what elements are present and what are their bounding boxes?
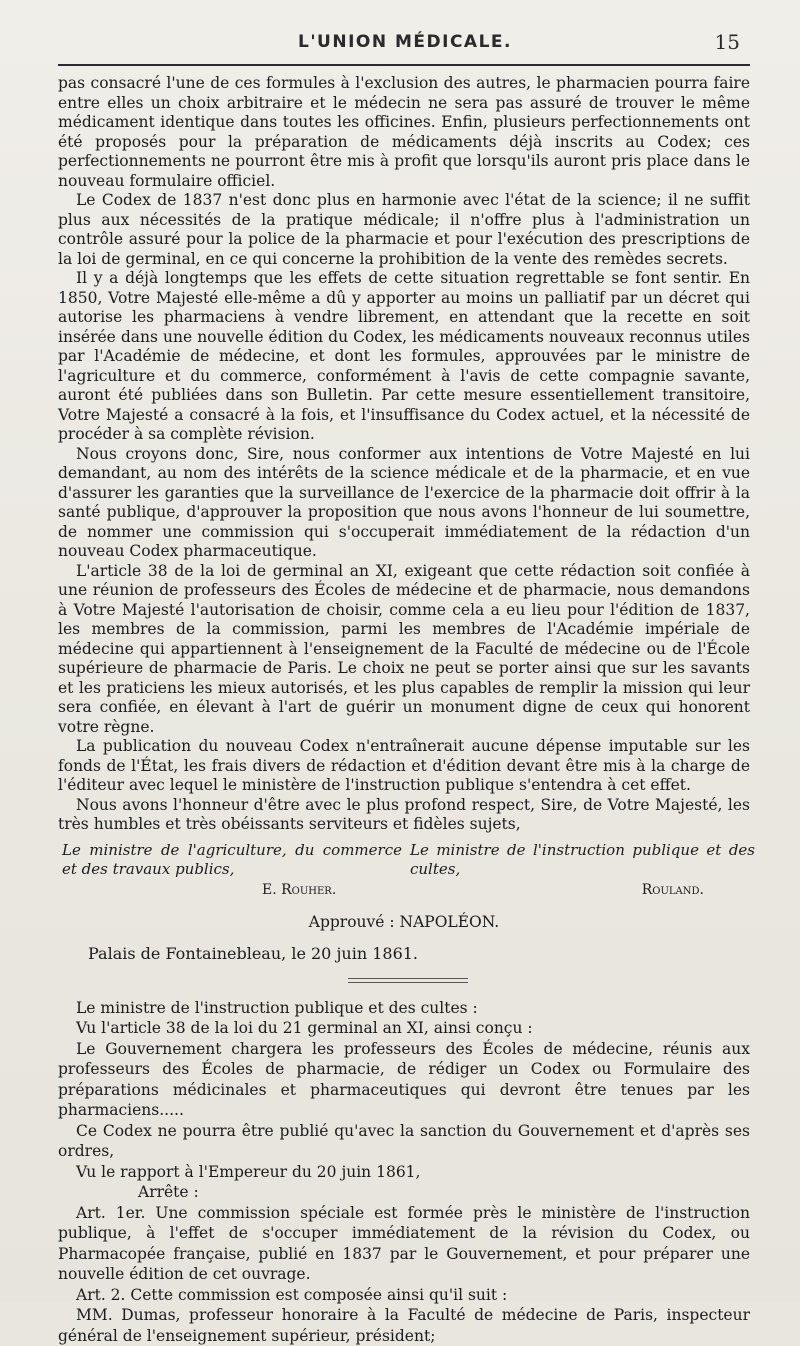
signature-left-title: Le ministre de l'agriculture, du commerce et des travaux publics,	[62, 841, 402, 879]
section-divider	[58, 964, 750, 992]
paragraph: Nous croyons donc, Sire, nous conformer aux intentions de Votre Majesté en lui demandant, au nom des intérêts de la science médicale et de la pharmacie, et en vue d'assurer les garanties que la surveillance de l'exercice de la pharmacie doit offrir à la santé publique, d'approuver la proposition que nous avons l'honneur de lui soumettre, de nommer une commission qui s'occuperait immédiatement de la rédaction d'un nouveau Codex pharmaceutique.	[58, 445, 750, 562]
paragraph: pas consacré l'une de ces formules à l'exclusion des autres, le pharmacien pourra faire entre elles un choix arbitraire et le médecin ne sera pas assuré de trouver le même médicament identique dans toutes les officines. Enfin, plusieurs perfectionnements ont été proposés pour la préparation de médicaments déjà inscrits au Codex; ces perfectionnements ne pourront être mis à profit que lorsqu'ils auront pris place dans le nouveau formulaire officiel.	[58, 74, 750, 191]
decree-quote: Le Gouvernement chargera les professeurs des Écoles de médecine, réunis aux professeurs des Écoles de pharmacie, de rédiger un Codex ou Formulaire des préparations médicinales et pharmaceutiques qui devront être tenues par les pharmaciens.....	[58, 1039, 750, 1121]
page-number: 15	[715, 30, 740, 54]
signature-right-title: Le ministre de l'instruction publique et des cultes,	[410, 841, 755, 879]
decree-article-1: Art. 1er. Une commission spéciale est formée près le ministère de l'instruction publique, à l'effet de s'occuper immédiatement de la révision du Codex, ou Pharmacopée française, publié en 1837 par le Gouvernement, et pour préparer une nouvelle édition de cet ouvrage.	[58, 1203, 750, 1285]
signature-block	[58, 841, 750, 911]
paragraph: Nous avons l'honneur d'être avec le plus profond respect, Sire, de Votre Majesté, les très humbles et très obéissants serviteurs et fidèles sujets,	[58, 796, 750, 835]
decree-members: MM. Dumas, professeur honoraire à la Faculté de médecine de Paris, inspecteur général de l'enseignement supérieur, président;	[58, 1305, 750, 1346]
paragraph: L'article 38 de la loi de germinal an XI, exigeant que cette rédaction soit confiée à une réunion de professeurs des Écoles de médecine et de pharmacie, nous demandons à Votre Majesté l'autorisation de choisir, comme cela a eu lieu pour l'édition de 1837, les membres de la commission, parmi les membres de l'Académie impériale de médecine qui appartiennent à l'enseignement de la Faculté de médecine ou de l'École supérieure de pharmacie de Paris. Le choix ne peut se porter ainsi que sur les savants et les praticiens les mieux autorisés, et les plus capables de remplir la mission qui leur sera confiée, en élevant à l'art de guérir un monument digne de ceux qui honorent votre règne.	[58, 562, 750, 738]
header-rule	[58, 64, 750, 66]
paragraph: La publication du nouveau Codex n'entraînerait aucune dépense imputable sur les fonds de l'État, les frais divers de rédaction et d'édition devant être mis à la charge de l'éditeur avec lequel le ministère de l'instruction publique s'entendra à cet effet.	[58, 737, 750, 796]
decree-minister: Le ministre de l'instruction publique et des cultes :	[58, 998, 750, 1019]
decree-section	[58, 998, 750, 1346]
signature-left-name: E. Rouher.	[262, 881, 336, 901]
decree-vu-article: Vu l'article 38 de la loi du 21 germinal an XI, ainsi conçu :	[58, 1018, 750, 1039]
running-title: L'UNION MÉDICALE.	[60, 32, 750, 52]
paragraph: Il y a déjà longtemps que les effets de cette situation regrettable se font sentir. En 1850, Votre Majesté elle-même a dû y apporter au moins un palliatif par un décret qui autorise les pharmaciens à vendre librement, en attendant que la recette en soit insérée dans une nouvelle édition du Codex, les médicaments nouveaux reconnus utiles par l'Académie de médecine, et dont les formules, approuvées par le ministre de l'agriculture et du commerce, conformément à l'avis de cette compagnie savante, auront été publiées dans son Bulletin. Par cette mesure essentiellement transitoire, Votre Majesté a consacré à la fois, et l'insuffisance du Codex actuel, et la nécessité de procéder à sa complète révision.	[58, 269, 750, 445]
page-header	[60, 30, 750, 60]
decree-article-2: Art. 2. Cette commission est composée ainsi qu'il suit :	[58, 1285, 750, 1306]
approval-line: Approuvé : NAPOLÉON.	[58, 913, 750, 933]
decree-arrete: Arrête :	[58, 1182, 750, 1203]
decree-vu-rapport: Vu le rapport à l'Empereur du 20 juin 1861,	[58, 1162, 750, 1183]
paragraph: Le Codex de 1837 n'est donc plus en harmonie avec l'état de la science; il ne suffit plus aux nécessités de la pratique médicale; il n'offre plus à l'administration un contrôle assuré pour la police de la pharmacie et pour l'exécution des prescriptions de la loi de germinal, en ce qui concerne la prohibition de la vente des remèdes secrets.	[58, 191, 750, 269]
place-date-line: Palais de Fontainebleau, le 20 juin 1861.	[58, 944, 750, 964]
body-text	[58, 74, 750, 1346]
decree-quote: Ce Codex ne pourra être publié qu'avec la sanction du Gouvernement et d'après ses ordres,	[58, 1121, 750, 1162]
signature-right-name: Rouland.	[642, 881, 704, 901]
